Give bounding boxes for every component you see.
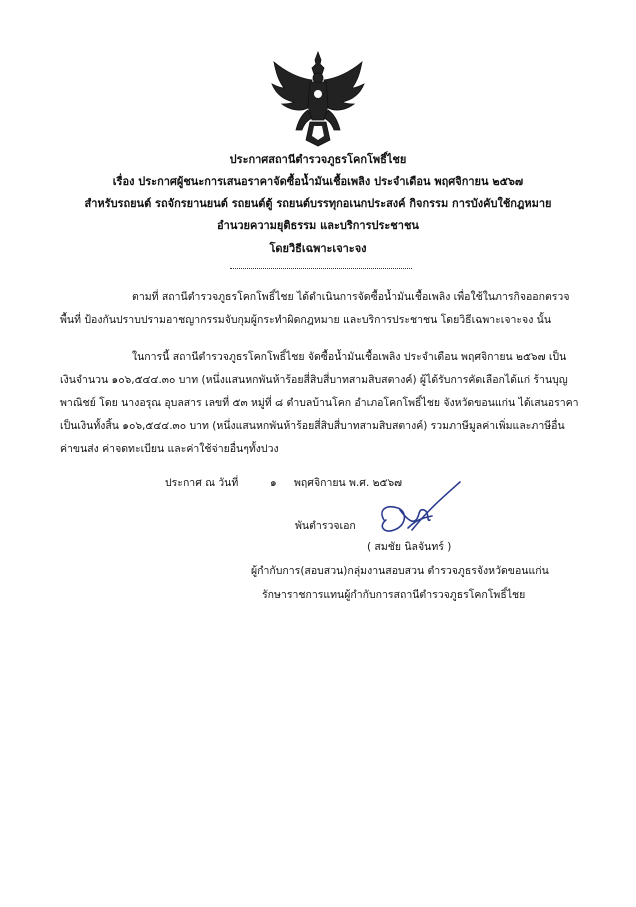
announcement-title: ประกาศสถานีตำรวจภูธรโคกโพธิ์ไชย	[229, 153, 407, 166]
signer-name: ( สมชัย นิลจันทร์ )	[367, 541, 452, 553]
handwritten-signature	[372, 480, 462, 542]
divider	[230, 268, 412, 269]
date-month-year: พฤศจิกายน พ.ศ. ๒๕๖๗	[294, 477, 403, 489]
paragraph-2-line-4: เป็นเงินทั้งสิ้น ๑๐๖,๕๔๔.๓๐ บาท (หนึ่งแสนหกพันห้าร้อยสี่สิบสี่บาทสามสิบสตางค์) รวมภาษีมูลค่าเพิ่มและภาษีอื่น	[60, 420, 565, 432]
signer-title-2: รักษาราชการแทนผู้กำกับการสถานีตำรวจภูธรโคกโพธิ์ไชย	[262, 589, 526, 601]
activity-line: อำนวยความยุติธรรม และบริการประชาชน	[217, 219, 419, 232]
paragraph-2-line-3: พาณิชย์ โดย นางอรุณ อุบลสาร เลขที่ ๕๓ หมู่ที่ ๘ ตำบลบ้านโคก อำเภอโคกโพธิ์ไชย จังหวัดขอนแก่น ได้เสนอราคา	[60, 397, 579, 409]
subject-line: เรื่อง ประกาศผู้ชนะการเสนอราคาจัดซื้อน้ำมันเชื้อเพลิง ประจำเดือน พฤศจิกายน ๒๕๖๗	[112, 175, 524, 188]
paragraph-2-line-2: เงินจำนวน ๑๐๖,๕๔๔.๓๐ บาท (หนึ่งแสนหกพันห้าร้อยสี่สิบสี่บาทสามสิบสตางค์) ผู้ได้รับการคัดเลือกได้แก่ ร้านบุญ	[60, 374, 568, 386]
paragraph-2-line-5: ค่าขนส่ง ค่าจดทะเบียน และค่าใช้จ่ายอื่นๆทั้งปวง	[60, 443, 279, 455]
garuda-emblem-icon	[268, 50, 368, 150]
date-day: ๑	[270, 477, 277, 489]
paragraph-2-line-1: ในการนี้ สถานีตำรวจภูธรโคกโพธิ์ไชย จัดซื้อน้ำมันเชื้อเพลิง ประจำเดือน พฤศจิกายน ๒๕๖๗ เป็น	[132, 351, 567, 363]
date-prefix: ประกาศ ณ วันที่	[165, 477, 239, 489]
vehicle-line: สำหรับรถยนต์ รถจักรยานยนต์ รถยนต์ตู้ รถยนต์บรรทุกอเนกประสงค์ กิจกรรม การบังคับใช้กฎหมาย	[84, 197, 552, 210]
paragraph-1-line-2: พื้นที่ ป้องกันปราบปรามอาชญากรรมจับกุมผู้กระทำผิดกฎหมาย และบริการประชาชน โดยวิธีเฉพาะเจาะจง นั้น	[60, 314, 552, 326]
signer-rank: พันตำรวจเอก	[295, 520, 356, 532]
method-line: โดยวิธีเฉพาะเจาะจง	[269, 242, 367, 255]
paragraph-1-line-1: ตามที่ สถานีตำรวจภูธรโคกโพธิ์ไชย ได้ดำเนินการจัดซื้อน้ำมันเชื้อเพลิง เพื่อใช้ในภารกิจออกตรวจ	[132, 291, 570, 303]
signer-title-1: ผู้กำกับการ(สอบสวน)กลุ่มงานสอบสวน ตำรวจภูธรจังหวัดขอนแก่น	[251, 565, 549, 577]
